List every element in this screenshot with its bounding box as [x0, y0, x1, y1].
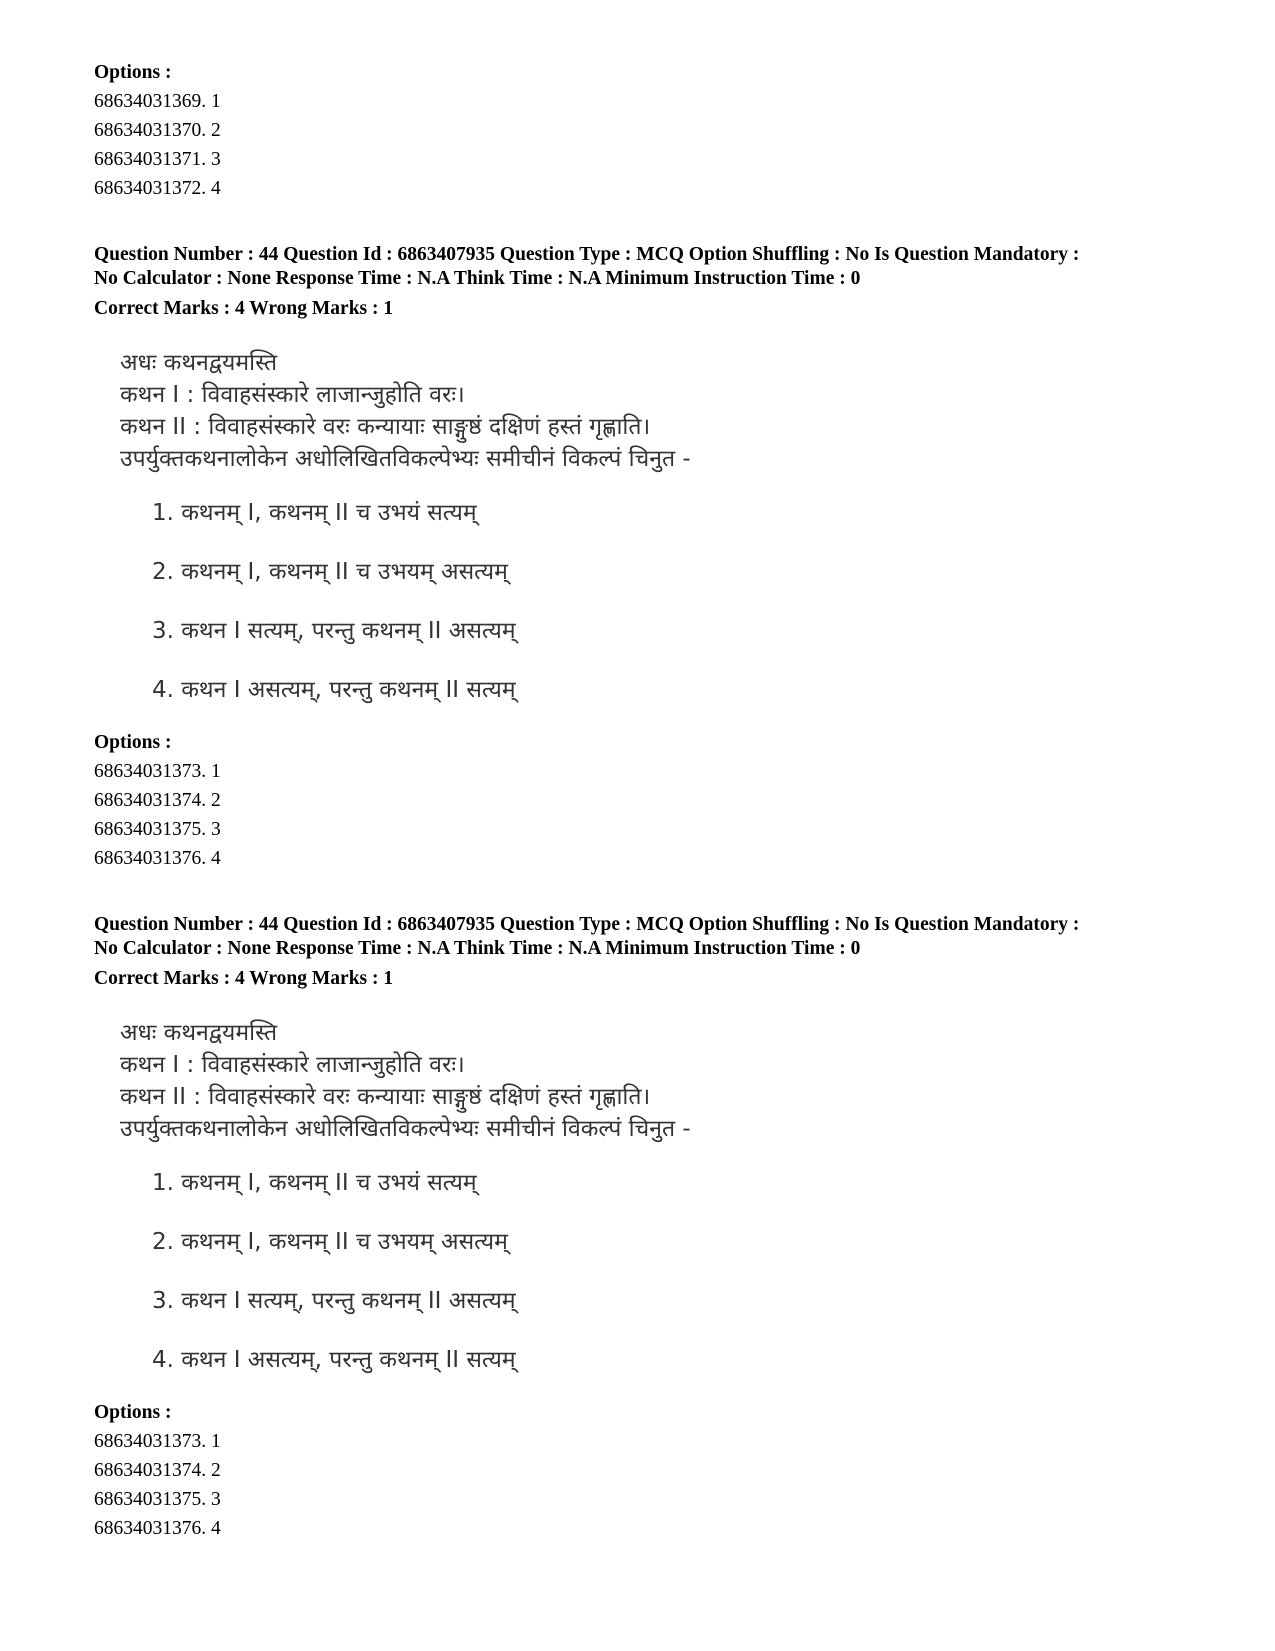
question-line: अधः कथनद्वयमस्ति — [120, 350, 278, 376]
choice-list — [120, 497, 1204, 706]
options-block — [94, 1398, 1204, 1543]
question-header-line-1: Question Number : 44 Question Id : 6863407935 Question Type : MCQ Option Shuffling : No Is Question Mandatory : — [94, 914, 1080, 935]
choice-item: 2. कथनम् I, कथनम् II च उभयम् असत्यम् — [152, 1229, 508, 1255]
question-header-line-1: Question Number : 44 Question Id : 6863407935 Question Type : MCQ Option Shuffling : No Is Question Mandatory : — [94, 244, 1080, 265]
option-item: 68634031373. 1 — [94, 761, 221, 782]
option-item: 68634031372. 4 — [94, 178, 221, 199]
question-line: उपर्युक्तकथनालोकेन अधोलिखितविकल्पेभ्यः समीचीनं विकल्पं चिनुत - — [120, 1116, 691, 1142]
choice-item: 1. कथनम् I, कथनम् II च उभयं सत्यम् — [152, 1170, 477, 1196]
option-item: 68634031376. 4 — [94, 1518, 221, 1539]
choice-item: 2. कथनम् I, कथनम् II च उभयम् असत्यम् — [152, 559, 508, 585]
choice-item: 1. कथनम् I, कथनम् II च उभयं सत्यम् — [152, 500, 477, 526]
choice-item: 4. कथन I असत्यम्, परन्तु कथनम् II सत्यम् — [152, 1347, 516, 1373]
option-item: 68634031374. 2 — [94, 1460, 221, 1481]
top-options-block — [94, 58, 1204, 203]
option-item: 68634031370. 2 — [94, 120, 221, 141]
question-line: कथन I : विवाहसंस्कारे लाजान्जुहोति वरः। — [120, 382, 465, 408]
question-line: अधः कथनद्वयमस्ति — [120, 1020, 278, 1046]
option-item: 68634031371. 3 — [94, 149, 221, 170]
question-line: कथन I : विवाहसंस्कारे लाजान्जुहोति वरः। — [120, 1052, 465, 1078]
question-block — [94, 913, 1204, 1543]
question-line: उपर्युक्तकथनालोकेन अधोलिखितविकल्पेभ्यः समीचीनं विकल्पं चिनुत - — [120, 446, 691, 472]
option-item: 68634031369. 1 — [94, 91, 221, 112]
options-block — [94, 728, 1204, 873]
question-marks: Correct Marks : 4 Wrong Marks : 1 — [94, 968, 394, 989]
question-line: कथन II : विवाहसंस्कारे वरः कन्यायाः साङ्गुष्ठं दक्षिणं हस्तं गृह्णाति। — [120, 1084, 651, 1110]
options-heading: Options : — [94, 1402, 172, 1423]
option-item: 68634031375. 3 — [94, 819, 221, 840]
question-block — [94, 243, 1204, 873]
option-item: 68634031376. 4 — [94, 848, 221, 869]
question-text-image — [94, 1017, 1204, 1376]
choice-item: 4. कथन I असत्यम्, परन्तु कथनम् II सत्यम् — [152, 677, 516, 703]
option-item: 68634031373. 1 — [94, 1431, 221, 1452]
question-text-image — [94, 347, 1204, 706]
options-heading: Options : — [94, 62, 172, 83]
choice-list — [120, 1167, 1204, 1376]
question-header-line-2: No Calculator : None Response Time : N.A Think Time : N.A Minimum Instruction Time : 0 — [94, 268, 861, 289]
question-marks: Correct Marks : 4 Wrong Marks : 1 — [94, 298, 394, 319]
choice-item: 3. कथन I सत्यम्, परन्तु कथनम् II असत्यम् — [152, 618, 516, 644]
option-item: 68634031374. 2 — [94, 790, 221, 811]
document-page — [94, 58, 1204, 1543]
question-line: कथन II : विवाहसंस्कारे वरः कन्यायाः साङ्गुष्ठं दक्षिणं हस्तं गृह्णाति। — [120, 414, 651, 440]
option-item: 68634031375. 3 — [94, 1489, 221, 1510]
question-header-line-2: No Calculator : None Response Time : N.A Think Time : N.A Minimum Instruction Time : 0 — [94, 938, 861, 959]
options-heading: Options : — [94, 732, 172, 753]
choice-item: 3. कथन I सत्यम्, परन्तु कथनम् II असत्यम् — [152, 1288, 516, 1314]
